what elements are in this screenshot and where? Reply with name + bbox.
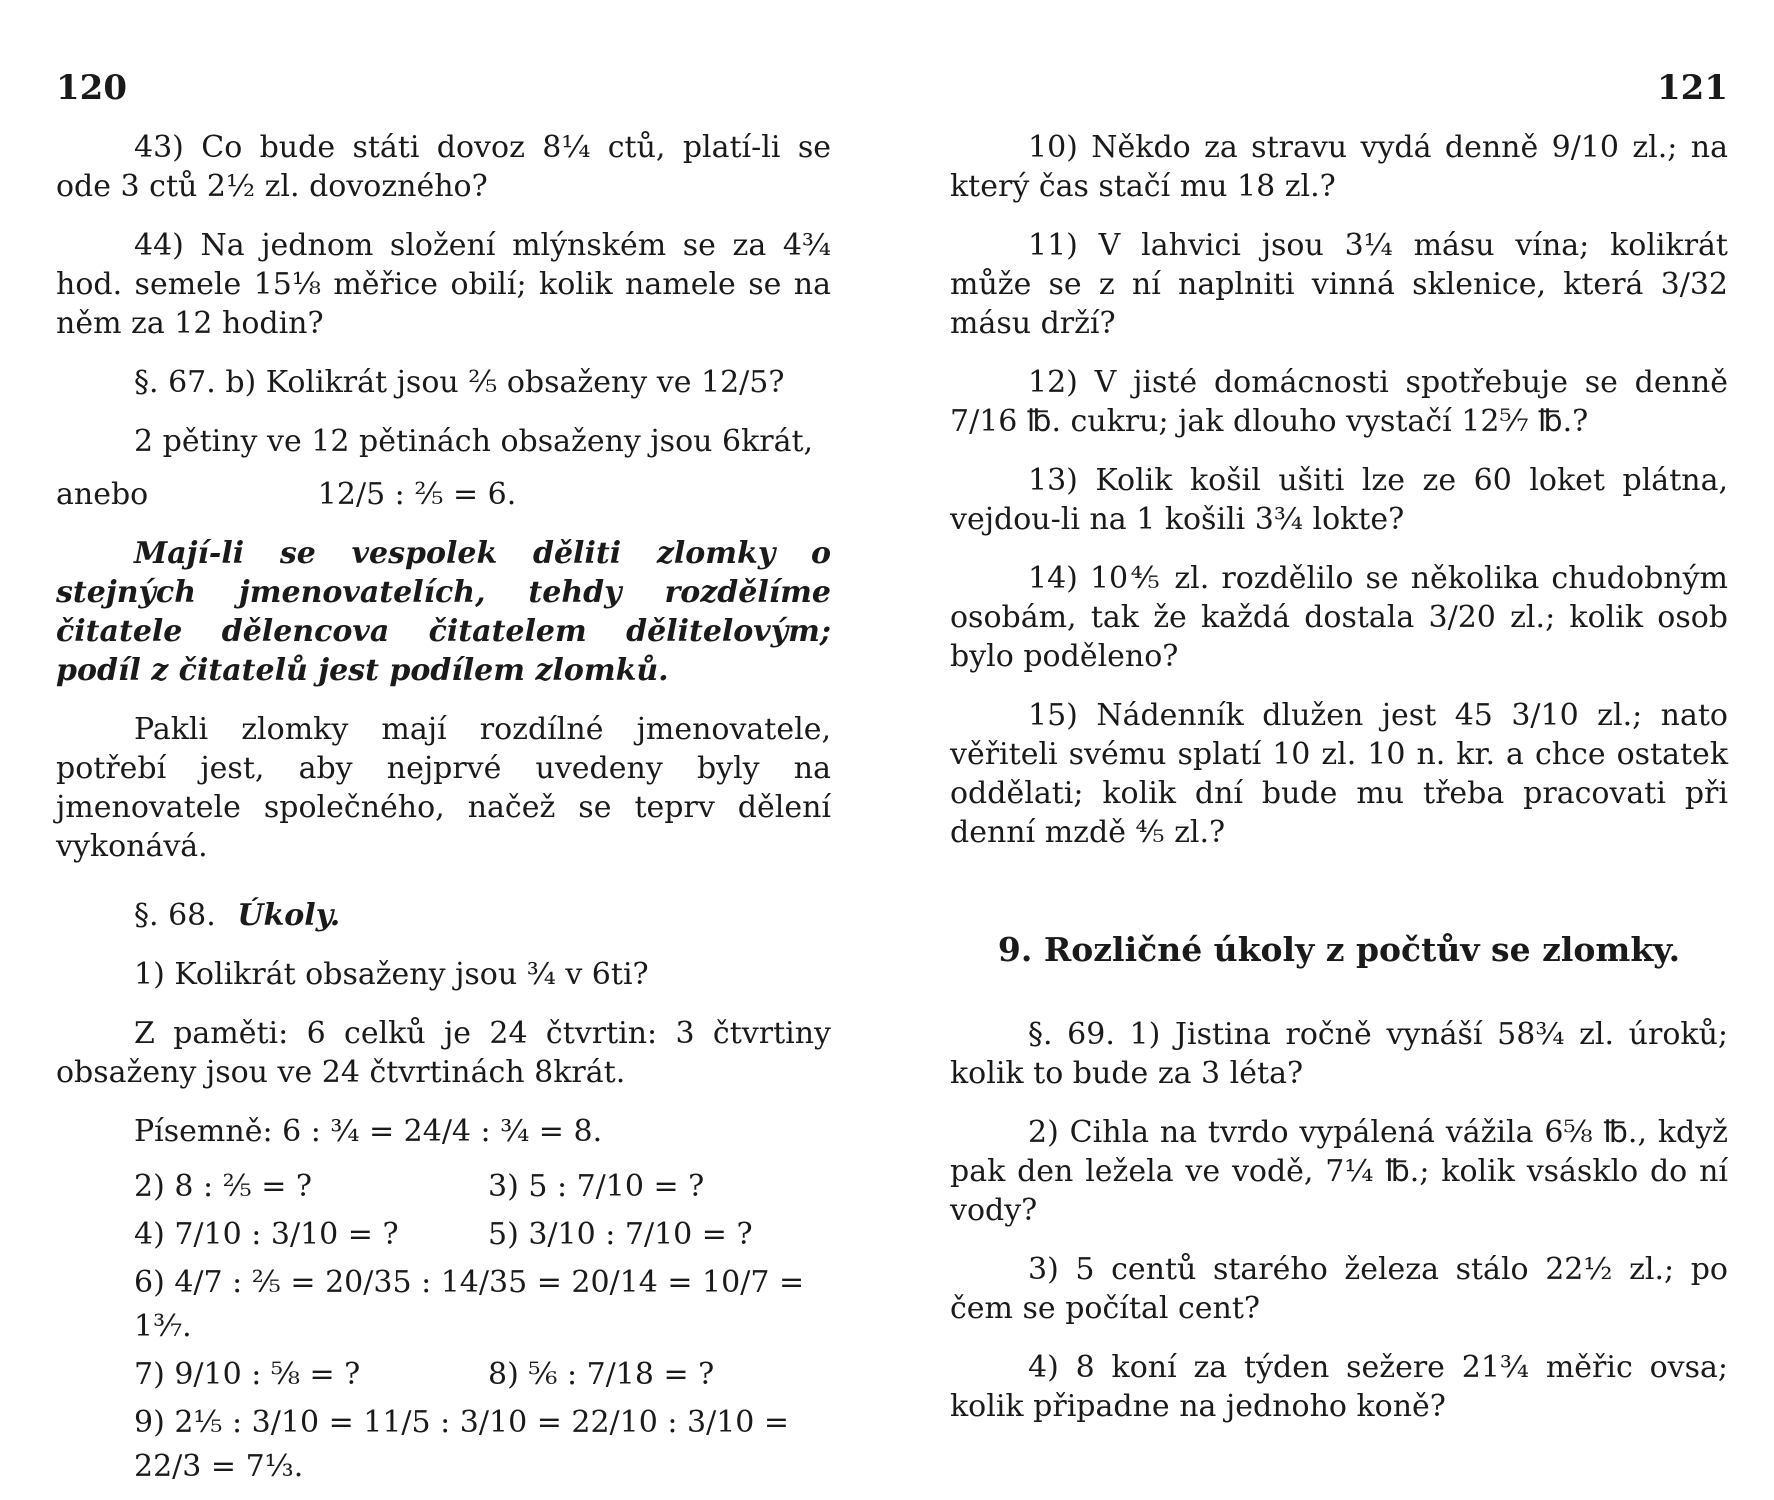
task-6: 6) 4/7 : ⅖ = 20/35 : 14/35 = 20/14 = 10/7 = 1³⁄₇.: [134, 1265, 805, 1344]
section-67-question: §. 67. b) Kolikrát jsou ⅖ obsaženy ve 12/5?: [134, 365, 785, 400]
task-3: 3) 5 : 7/10 = ?: [488, 1169, 705, 1204]
page-number-right: 121: [1657, 68, 1728, 108]
problem-11: 11) V lahvici jsou 3¼ másu vína; kolikrát může se z ní naplniti vinná sklenice, která 3/32 másu drží?: [950, 228, 1728, 341]
page-number-left: 120: [56, 68, 127, 108]
division-rule: Mají-li se vespolek děliti zlomky o stejných jmenovatelích, tehdy rozdělíme čitatele dělencova čitatelem dělitelovým; podíl z čitatelů jest podílem zlomků.: [56, 536, 831, 688]
division-rule-note: Pakli zlomky mají rozdílné jmenovatele, potřebí jest, aby nejprvé uvedeny byly na jmenovatele společného, načež se teprv dělení vykonává.: [56, 712, 831, 864]
anebo-label: anebo: [56, 477, 149, 512]
task-7: 7) 9/10 : ⅝ = ?: [134, 1357, 361, 1392]
problem-12: 12) V jisté domácnosti spotřebuje se denně 7/16 ℔. cukru; jak dlouho vystačí 12⁵⁄₇ ℔.?: [950, 365, 1728, 439]
section-68-title: Úkoly.: [237, 898, 341, 933]
task-1: 1) Kolikrát obsaženy jsou ¾ v 6ti?: [134, 957, 649, 992]
right-page: [950, 128, 1728, 1446]
section-69-problem-1: §. 69. 1) Jistina ročně vynáší 58¾ zl. úroků; kolik to bude za 3 léta?: [950, 1017, 1728, 1091]
from-memory: Z paměti: 6 celků je 24 čtvrtin: 3 čtvrtiny obsaženy jsou ve 24 čtvrtinách 8krát.: [56, 1016, 831, 1090]
left-page: [56, 128, 831, 1493]
task-8: 8) ⅚ : 7/18 = ?: [488, 1357, 715, 1392]
tasks-7-8: [134, 1353, 831, 1397]
section-69-problem-3: 3) 5 centů starého železa stálo 22½ zl.; po čem se počítal cent?: [950, 1252, 1728, 1326]
written-solution: Písemně: 6 : ¾ = 24/4 : ¾ = 8.: [134, 1114, 603, 1149]
tasks-2-3: [134, 1165, 831, 1209]
section-69-problem-2: 2) Cihla na tvrdo vypálená vážila 6⅝ ℔., když pak den ležela ve vodě, 7¼ ℔.; kolik vsásklo do ní vody?: [950, 1115, 1728, 1228]
anebo-formula: 12/5 : ⅖ = 6.: [317, 477, 517, 512]
section-68-number: §. 68.: [134, 898, 216, 933]
section-69-problem-4: 4) 8 koní za týden sežere 21¾ měřic ovsa; kolik připadne na jednoho koně?: [950, 1350, 1728, 1424]
problem-13: 13) Kolik košil ušiti lze ze 60 loket plátna, vejdou-li na 1 košili 3¾ lokte?: [950, 463, 1728, 537]
task-9: 9) 2⅕ : 3/10 = 11/5 : 3/10 = 22/10 : 3/10 = 22/3 = 7⅓.: [134, 1405, 790, 1484]
section-68-heading: [134, 898, 831, 933]
chapter-heading: 9. Rozličné úkoly z počtův se zlomky.: [997, 930, 1681, 969]
problem-15: 15) Nádenník dlužen jest 45 3/10 zl.; nato věřiteli svému splatí 10 zl. 10 n. kr. a chce ostatek oddělati; kolik dní bude mu třeba pracovati při denní mzdě ⅘ zl.?: [950, 698, 1728, 850]
tasks-4-5: [134, 1213, 831, 1257]
anebo-line: [56, 475, 831, 514]
task-5: 5) 3/10 : 7/10 = ?: [488, 1217, 753, 1252]
section-67-answer: 2 pětiny ve 12 pětinách obsaženy jsou 6krát,: [134, 424, 814, 459]
problem-44: 44) Na jednom složení mlýnském se za 4¾ hod. semele 15⅛ měřice obilí; kolik namele se na něm za 12 hodin?: [56, 228, 831, 341]
problem-14: 14) 10⅘ zl. rozdělilo se několika chudobným osobám, tak že každá dostala 3/20 zl.; kolik osob bylo poděleno?: [950, 561, 1728, 674]
problem-43: 43) Co bude státi dovoz 8¼ ctů, platí-li se ode 3 ctů 2½ zl. dovozného?: [56, 130, 831, 204]
task-4: 4) 7/10 : 3/10 = ?: [134, 1217, 399, 1252]
problem-10: 10) Někdo za stravu vydá denně 9/10 zl.; na který čas stačí mu 18 zl.?: [950, 130, 1728, 204]
task-2: 2) 8 : ⅖ = ?: [134, 1169, 312, 1204]
